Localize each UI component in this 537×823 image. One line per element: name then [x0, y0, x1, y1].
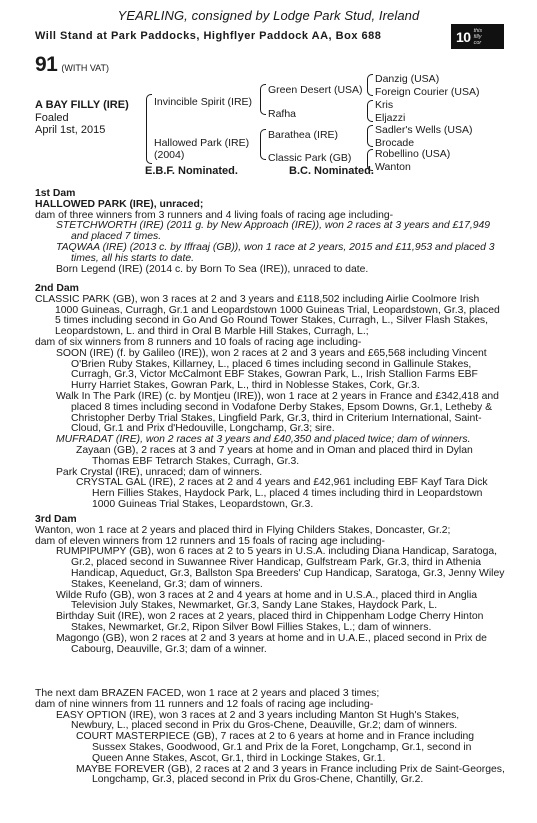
pedigree-ddd: Wanton: [375, 161, 411, 173]
brace-dam: [260, 129, 266, 160]
third-dam-section: [35, 515, 505, 655]
dam-produce-summary: dam of nine winners from 11 runners and 12 foals of racing age including-: [35, 698, 374, 710]
ebf-nominated: E.B.F. Nominated.: [145, 165, 238, 177]
brace-sire: [260, 84, 266, 115]
section-title: 2nd Dam: [35, 283, 79, 294]
produce-entry: Park Crystal (IRE), unraced; dam of winners.: [56, 466, 263, 478]
pedigree-ssd: Foreign Courier (USA): [375, 86, 480, 98]
logo-mark: 10: [456, 28, 471, 45]
pedigree-sss: Danzig (USA): [375, 73, 440, 85]
brace-ds: [367, 125, 373, 147]
section-title: 1st Dam: [35, 188, 76, 199]
produce-entry: SOON (IRE) (f. by Galileo (IRE)), won 2 races at 2 and 3 years and £65,568 including Vincent O'Brien Ruby Stakes, Killarney, L., placed 6 times including second in Gallinule Stakes, Curragh, Gr.3, Victor McCalmont EBF Stakes, Gowran Park, L., Irish Stallion Farms EBF Hurry Harriet Stakes, Gowran Park, L., third in Noblesse Stakes, Cork, Gr.3.: [56, 347, 487, 392]
section-title: 3rd Dam: [35, 514, 77, 525]
dam-line: Wanton, won 1 race at 2 years and placed third in Flying Childers Stakes, Doncaster, Gr.2;: [35, 524, 451, 536]
foaled-label: Foaled: [35, 112, 69, 124]
pedigree-dd: Classic Park (GB): [268, 152, 352, 164]
lot-vat: (WITH VAT): [61, 63, 110, 73]
brace-main: [146, 94, 152, 164]
lot-number-block: [35, 53, 109, 77]
produce-entry: RUMPIPUMPY (GB), won 6 races at 2 to 5 years in U.S.A. including Diana Handicap, Saratoga, Gr.2, placed second in Suwannee River Handicap, Gulfstream Park, Gr.3, third in Athenia Handicap, Aqueduct, Gr.3, Ballston Spa Breeders' Cup Handicap, Saratoga, Gr.3, Jenny Wiley Stakes, Keeneland, Gr.3; dam of winners.: [56, 546, 505, 590]
produce-entry: Walk In The Park (IRE) (c. by Montjeu (IRE)), won 1 race at 2 years in France and £342,418 and placed 8 times including second in Vodafone Derby Stakes, Epsom Downs, Gr.1, Letheby & Christopher Derby Trial Stakes, Lingfield Park, Gr.3, third in Criterium International, Saint-Cloud, Gr.1 and Prix d'Hedouville, Longchamp, Gr.3; sire.: [56, 390, 499, 435]
foaled-date: April 1st, 2015: [35, 124, 106, 136]
produce-entry: MUFRADAT (IRE), won 2 races at 3 years and £40,350 and placed twice; dam of winners.: [56, 434, 471, 446]
dam-line: HALLOWED PARK (IRE), unraced;: [35, 198, 204, 210]
bc-nominated: B.C. Nominated.: [289, 165, 374, 177]
dam-produce-summary: dam of three winners from 3 runners and 4 living foals of racing age including-: [35, 209, 394, 221]
pedigree-ds: Barathea (IRE): [268, 129, 339, 141]
brace-sd: [367, 100, 373, 122]
pedigree-sdd: Eljazzi: [375, 112, 406, 124]
pedigree-sds: Kris: [375, 99, 394, 111]
pedigree-ss: Green Desert (USA): [268, 84, 363, 96]
produce-entry: COURT MASTERPIECE (GB), 7 races at 2 to 6 years at home and in France including Sussex Stakes, Goodwood, Gr.1 and Prix de la Foret, Longchamp, Gr.1, second in Queen Anne Stakes, Ascot, Gr.1, third in Lockinge Stakes, Gr.1.: [76, 731, 475, 764]
brace-ss: [367, 74, 373, 96]
pedigree-dam-year: (2004): [154, 149, 185, 161]
pedigree-sire: Invincible Spirit (IRE): [154, 96, 253, 108]
first-dam-section: [35, 189, 505, 275]
dam-line: CLASSIC PARK (GB), won 3 races at 2 and 3 years and £118,502 including Airlie Coolmore Irish 1000 Guineas, Curragh, Gr.1 and Leopardstown 1000 Guineas Trial, Leopardstown, Gr.3, placed 5 times including second in Go And Go Round Tower Stakes, Curragh, L., Silver Flash Stakes, Leopardstown, L. and third in Oral B Marble Hill Stakes, Curragh, L.;: [35, 293, 500, 338]
produce-entry: STETCHWORTH (IRE) (2011 g. by New Approach (IRE)), won 2 races at 3 years and £17,949 and placed 7 times.: [56, 220, 491, 243]
horse-description: A BAY FILLY (IRE): [35, 99, 129, 111]
dam-line: The next dam BRAZEN FACED, won 1 race at 2 years and placed 3 times;: [35, 688, 380, 699]
produce-entry: Wilde Rufo (GB), won 3 races at 2 and 4 years at home and in U.S.A., placed third in Anglia Television July Stakes, Newmarket, Gr.3, Sandy Lane Stakes, Haydock Park, L.: [56, 589, 478, 612]
pedigree-dsd: Brocade: [375, 137, 415, 149]
lot-number: 91: [35, 53, 58, 76]
second-dam-section: [35, 284, 505, 511]
logo-badge: [451, 24, 504, 49]
dam-produce-summary: dam of six winners from 8 runners and 10 foals of racing age including-: [35, 336, 362, 348]
pedigree-dam: Hallowed Park (IRE): [154, 137, 250, 149]
stand-location: Will Stand at Park Paddocks, Highflyer Paddock AA, Box 688: [35, 30, 382, 42]
produce-entry: TAQWAA (IRE) (2013 c. by Iffraaj (GB)), won 1 race at 2 years, 2015 and £11,953 and placed 3 times, all his starts to date.: [56, 241, 495, 264]
dam-produce-summary: dam of eleven winners from 12 runners and 15 foals of racing age including-: [35, 535, 386, 547]
produce-entry: Born Legend (IRE) (2014 c. by Born To Sea (IRE)), unraced to date.: [56, 263, 369, 275]
consignment-heading: YEARLING, consigned by Lodge Park Stud, Ireland: [117, 8, 420, 23]
pedigree-dss: Sadler's Wells (USA): [375, 124, 473, 136]
produce-entry: Magongo (GB), won 2 races at 2 and 3 years at home and in U.A.E., placed second in Prix de Cabourg, Deauville, Gr.3; dam of a winner.: [56, 632, 487, 655]
pedigree-sd: Rafha: [268, 108, 297, 120]
pedigree-dds: Robellino (USA): [375, 148, 451, 160]
produce-entry: Birthday Suit (IRE), won 2 races at 2 years, placed third in Chippenham Lodge Cherry Hinton Stakes, Newmarket, Gr.2, Ripon Silver Bowl Fillies Stakes, L.; dam of winners.: [56, 611, 484, 633]
produce-entry: MAYBE FOREVER (GB), 2 races at 2 and 3 years in France including Prix de Saint-Georges, Longchamp, Gr.3, placed second in Prix du Gros-Chene, Chantilly, Gr.2.: [76, 763, 505, 786]
produce-entry: CRYSTAL GAL (IRE), 2 races at 2 and 4 years and £42,961 including EBF Kayf Tara Dick Hern Fillies Stakes, Haydock Park, L., placed 4 times including third in Leopardstown 1000 Guineas Trial Stakes, Leopardstown, Gr.3.: [76, 477, 488, 510]
next-dam-section: [35, 689, 505, 786]
produce-entry: Zayaan (GB), 2 races at 3 and 7 years at home and in Oman and placed third in Dylan Thomas EBF Tetrarch Stakes, Curragh, Gr.3.: [76, 444, 473, 467]
produce-entry: EASY OPTION (IRE), won 3 races at 2 and 3 years including Manton St Hugh's Stakes, Newbury, L., placed second in Prix du Gros-Chene, Deauville, Gr.2; dam of winners.: [56, 709, 460, 732]
logo-text: this filly cor: [473, 27, 483, 46]
